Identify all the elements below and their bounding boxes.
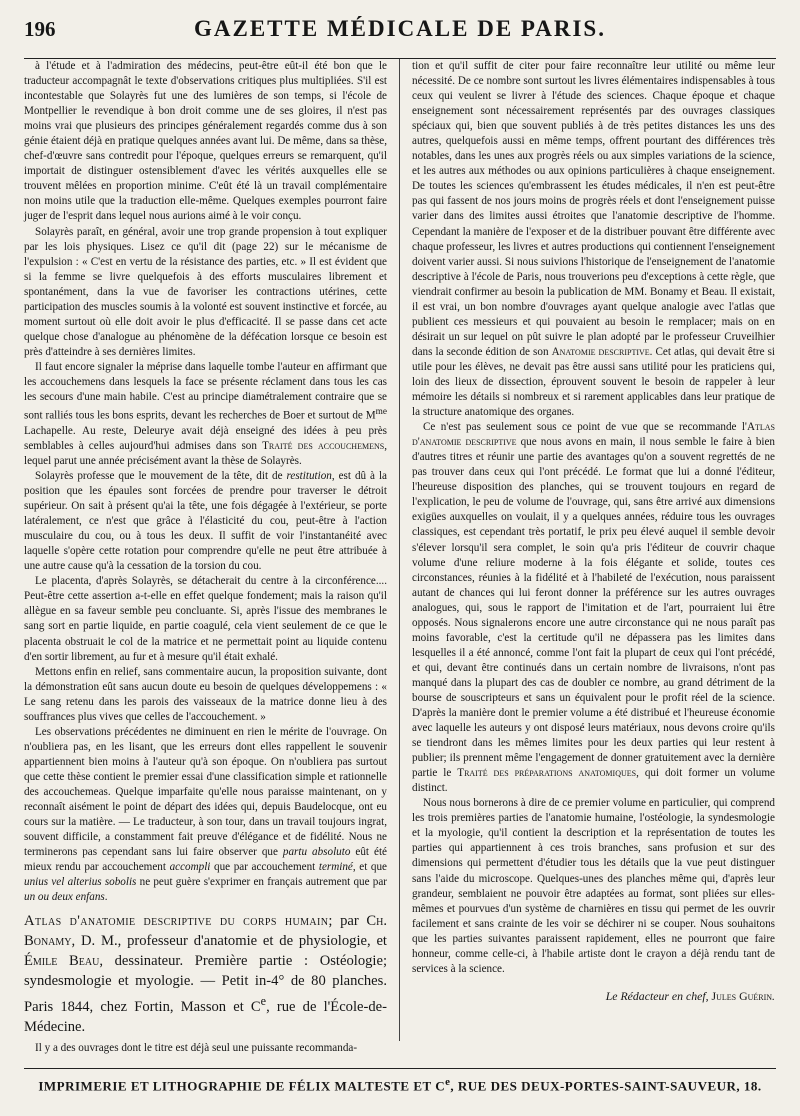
text-run: , dessinateur. Première partie : Ostéologie; syndesmologie et myologie. — Petit in-4° de 80 planches. Paris 1844, chez Fortin, Masson et C: [24, 953, 387, 1016]
masthead-title: GAZETTE MÉDICALE DE PARIS.: [194, 16, 606, 41]
italic-term: partu absoluto: [282, 846, 351, 859]
paragraph: [412, 59, 775, 420]
footer-rule: [24, 1068, 776, 1069]
superscript: e: [260, 994, 267, 1009]
text-run: Lachapelle. Au reste, Deleurye avait déjà enseigné des idées à peu près semblables à celles aujourd'hui admises dans son: [24, 424, 387, 452]
printer-imprint: [24, 1076, 776, 1094]
paragraph: [24, 469, 387, 574]
paragraph: Mettons enfin en relief, sans commentaire aucun, la proposition suivante, dont la démonstration eût sans aucun doute eu besoin de quelques développemens : « Le sang retenu dans les parois des vaisseaux de la matrice donne lieu à des souffrances plus vives que celles de l'accouchement. »: [24, 665, 387, 723]
signature-name: Jules Guérin: [711, 988, 773, 1003]
notice-author: Émile Beau: [24, 953, 100, 970]
text-run: , lequel parut une année précisément avant la thèse de Solayrès.: [24, 439, 387, 467]
book-notice: [24, 911, 387, 1037]
text-run: ; par: [328, 913, 367, 930]
text-run: . Cet atlas, qui devait être si utile pour les élèves, ne devait pas être aussi sans utilité pour les praticiens qui, loin des lieux de dissection, éprouvent souvent le besoin de rappeler à leur mémoire les détails si nombreux et si rarement applicables dans leur pratique de la structure anatomique des organes.: [412, 345, 775, 419]
editor-signature: [412, 989, 775, 1004]
paragraph: [24, 360, 387, 469]
book-title: Traité des préparations anatomiques: [457, 767, 637, 780]
paragraph: [24, 725, 387, 906]
italic-term: accompli: [169, 861, 211, 874]
italic-term: unius vel alterius sobolis: [24, 876, 137, 889]
text-run: ne peut guère s'exprimer en français autrement que par: [136, 876, 387, 889]
superscript: e: [445, 1076, 451, 1088]
paragraph: à l'étude et à l'admiration des médecins, peut-être eût-il été bon que le traducteur accompagnât le texte d'observations critiques plus multipliées. S'il est incontestable que Solayrès fut une des lumières de son temps, si l'école de Montpellier le revendique à bon droit comme une de ses gloires, il n'est pas moins vrai que plusieurs des principes généralement regardés comme dus à son génie étaient déjà en pratique quelques années avant lui. De même, dans sa thèse, chef-d'œuvre sans contredit pour l'époque, quelques erreurs se remarquent, qu'il importait de distinguer ostensiblement d'avec les vérités auxquelles elle se trouvent mêlées en proportion minime. C'eût été là un travail complémentaire non moins utile que la traduction elle-même. Quelques exemples pourront faire juger de l'esprit dans lequel nous aurions aimé à le voir conçu.: [24, 60, 387, 223]
text-run: , et que: [352, 861, 387, 874]
right-column: [399, 59, 775, 1041]
text-run: , qui doit former un volume distinct.: [412, 767, 775, 795]
book-title: Traité des accouchemens: [262, 439, 385, 452]
text-run: , RUE DES DEUX-PORTES-SAINT-SAUVEUR, 18.: [450, 1078, 762, 1094]
text-run: Solayrès professe que le mouvement de la tête, dit de: [35, 469, 287, 482]
page-header: [24, 16, 776, 56]
notice-author: Ch. Bonamy: [24, 913, 387, 950]
paragraph: Le placenta, d'après Solayrès, se détacherait du centre à la circonférence.... Peut-être cette assertion a-t-elle en effet quelque fondement; mais la raison qu'il allègue en sa faveur semble peu concluante. Si, après l'issue des membranes le sang sort en partie liquide, en partie coagulé, cela vient seulement de ce que le placenta obstruait le col de la matrice et ne permettait point au liquide contenu d'en sortir librement, au fur et à mesure qu'il était exhalé.: [24, 575, 387, 663]
superscript: me: [375, 407, 387, 418]
text-run: , est dû à la position que les épaules sont forcées de prendre pour traverser le détroit supérieur. On sait à présent qu'ai la tête, une fois dégagée à l'extérieur, se porte latéralement, ce n'est que grâce à l'élasticité du cou, peut-être à l'action musculaire du cou, ou à tous les deux. Il suffit de voir l'instantanéité avec laquelle s'opère cette rotation pour comprendre qu'elle ne peut être attribuée à une autre cause qu'à la cessation de la torsion du cou.: [24, 469, 387, 573]
left-column: [24, 59, 399, 1055]
notice-title: Atlas d'anatomie descriptive du corps humain: [24, 913, 329, 930]
book-title: Anatomie descriptive: [551, 345, 650, 358]
paragraph: [412, 420, 775, 796]
text-run: , D. M., professeur d'anatomie et de physiologie, et: [71, 933, 387, 950]
italic-term: un ou deux enfans: [24, 891, 105, 904]
text-run: Les observations précédentes ne diminuent en rien le mérite de l'ouvrage. On n'oubliera pas, en les lisant, que les erreurs dont elles rappellent le souvenir appartiennent bien moins à l'auteur qu'à son époque. On n'oubliera pas surtout que cette thèse contient le premier essai d'une classification simple et rationnelle des accouchemeas. Quelque imparfaite qu'elle nous paraisse maintenant, on y reconnaît aisément le point de départ des idées qui, depuis Baudelocque, ont eu cours sur la matière. — Le traducteur, à son tour, dans un travail toujours ingrat, souvent difficile, a constamment fait preuve d'élégance et de fidélité. Nous ne terminerons pas cependant sans lui faire observer que: [24, 725, 387, 859]
book-title: Atlas d'anatomie descriptive: [412, 421, 775, 449]
text-run: que nous avons en main, il nous semble le faire à bien d'autres titres et réunir une partie des avantages qu'on a souvent regrettés de ne pas trouver dans ceux qui l'ont précédé. Le format que lui a donné l'éditeur, l'heureuse disposition des planches, qui se trouvent toujours en regard de l'explication, le peu de volume de l'ouvrage, qui, sans être arrivé aux dimensions exigües auxquelles on voulait, il y a quelques années, réduire tous les ouvrages classiques, est cependant très portatif, le prix peu élevé auquel il semble devoir s'élever lorsqu'il sera complet, le soin qu'a pris l'éditeur de couvrir chaque volume d'une reliure moderne à la fois élégante et solide, toutes ces circonstances, réunies à la fidélité et à l'habileté de l'exécution, nous paraissent autant de chances qui lui feront donner la préférence sur les autres ouvrages analogues, qui, sous le rapport de l'imitation et de l'art, pourraient lui être opposés. Nous signalerons encore une autre circonstance qui ne nous paraît pas moins favorable, c'est la certitude qu'il ne dépassera pas les limites dans lesquelles il a été annoncé, comme l'ont fait la plupart de ceux qui l'ont précédé, et qui, devant être continués dans un certain nombre de livraisons, n'ont pas manqué dans la plupart des cas de doubler ce nombre, au grand détriment de la bourse de souscripteurs et sans un équivalent pour le profit réel de la science. D'après la manière dont le premier volume a été distribué et l'heureuse économie avec laquelle les auteurs y ont disposé leurs matériaux, nous devons croire qu'ils se tiendront dans les mêmes limites pour les deux parties qui leur restent à publier; ils prennent même l'engagement de donner gratuitement avec la dernière partie le: [412, 436, 776, 780]
italic-term: terminé: [318, 861, 353, 874]
text-run: .: [772, 988, 775, 1003]
page-number: 196: [24, 17, 56, 41]
signature-role: Le Rédacteur en chef,: [605, 988, 709, 1003]
italic-term: restitution: [286, 469, 332, 482]
article-columns: [24, 59, 776, 1055]
text-run: Ce n'est pas seulement sous ce point de vue que se recommande l': [423, 421, 747, 434]
text-run: , rue de l'École-de-Médecine.: [24, 999, 387, 1036]
text-run: eût été mieux rendu par accouchement: [24, 846, 387, 874]
paragraph: Nous nous bornerons à dire de ce premier volume en particulier, qui comprend les trois premières parties de l'anatomie humaine, l'ostéologie, la syndesmologie et la myologie, qu'il contient la description et la représentation de toutes les parties qui appartiennent à ces trois branches, sans profusion et sur des dimensions qui permettent d'étudier tous les détails que la vue peut distinguer sans l'aide du microscope. Quelques-unes des planches même qui, d'après leur grandeur, semblaient ne pouvoir être adaptées au format, sont pliées sur elles-mêmes et pourvues d'un système de charnières en tissu qui permet de les ouvrir facilement et sans crainte de les voir se déchirer ni se couper. Nous souhaitons que les parties suivantes paraissent rapidement, elles ne pourront que faire honneur, comme celle-ci, à l'habile artiste dont le crayon a déjà rendu tant de services à la science.: [412, 797, 775, 975]
text-run: tion et qu'il suffit de citer pour faire reconnaître leur utilité ou même leur nécessité. De ce nombre sont surtout les livres élémentaires indispensables à tous ceux qui veulent se livrer à l'étude des sciences. Chaque époque et chaque enseignement sont nécessairement représentés par des ouvrages classiques spéciaux qui, bien que souvent publiés à de très petites distances les uns des autres, quelquefois aussi en même temps, offrent pourtant des différences très notables, dans les unes aux progrès réels ou aux simples variations de la science, et les autres aux méthodes ou aux opinions particulières à chaque enseignement. De toutes les sciences qu'embrassent les études médicales, il n'en est peut-être pas qui fassent de nos jours moins de progrès réels et dont l'enseignement puisse varier dans des limites aussi étroites que l'anatomie descriptive de l'homme. Cependant la manière de l'exposer et de la distribuer pouvant être différente avec chaque professeur, les livres et autres productions qui contiennent l'enseignement doivent varier aussi. Si nous suivions l'historique de l'enseignement de l'anatomie descriptive à l'école de Paris, nous trouverions peu d'exceptions à cette règle, que viendrait confirmer au besoin la publication de MM. Bonamy et Beau. Il existait, il est vrai, un bon nombre d'ouvrages ayant quelque analogie avec l'atlas que publient ces messieurs et qui pouvaient au besoin le remplacer; mais on en désirait un sur lequel on pût suivre le plan adopté par le professeur Cruveilhier dans la seconde édition de son: [412, 60, 775, 358]
text-run: .: [104, 891, 108, 904]
text-run: Il faut encore signaler la méprise dans laquelle tombe l'auteur en affirmant que les accouchemens dans lesquels la face se présente réclament dans tous les cas les secours d'une main habile. C'est au principe diamétralement contraire que se sont ralliés tous les bons esprits, devant les recherches de Boer et surtout de M: [24, 360, 387, 422]
paragraph: Solayrès paraît, en général, avoir une trop grande propension à tout expliquer par les lois physiques. Lisez ce qu'il dit (page 22) sur le mécanisme de l'expulsion : « C'est en vertu de la résistance des parties, etc. » Il est évident que si la femme se livre quelquefois à des efforts musculaires librement et spontanément, dans la vue de favoriser les contractions utérines, cette participation des muscles soumis à la volonté est souvent instinctive et forcée, au moment surtout où elle doit avoir le plus d'efficacité. Il se passe dans cet acte quelque chose d'analogue au phénomène de la défécation lorsque ce besoin est près d'atteindre à ses dernières limites.: [24, 225, 387, 358]
text-run: IMPRIMERIE ET LITHOGRAPHIE DE FÉLIX MALTESTE ET C: [38, 1078, 446, 1094]
paragraph: Il y a des ouvrages dont le titre est déjà seul une puissante recommanda-: [35, 1042, 358, 1055]
text-run: que par accouchement: [210, 861, 319, 874]
